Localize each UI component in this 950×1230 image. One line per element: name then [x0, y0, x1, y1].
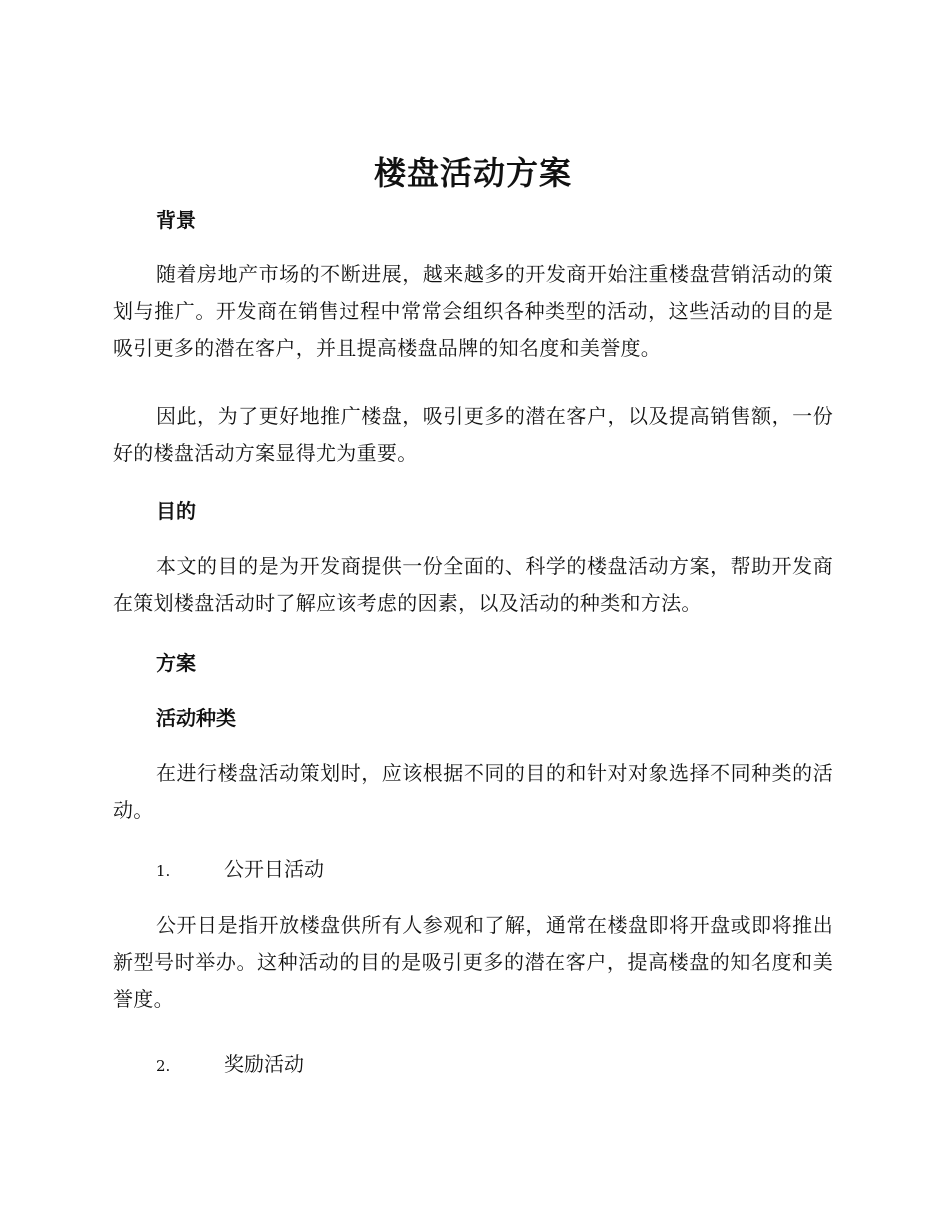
- heading-plan: 方案: [156, 651, 196, 675]
- heading-activity-types: 活动种类: [156, 706, 236, 730]
- list-item-2: [156, 1049, 304, 1081]
- document-title: 楼盘活动方案: [373, 154, 572, 192]
- heading-background: 背景: [156, 208, 196, 232]
- list-item-number: 2.: [156, 1057, 171, 1075]
- paragraph-activity-types: 在进行楼盘活动策划时，应该根据不同的目的和针对对象选择不同种类的活动。: [113, 761, 833, 822]
- list-item-number: 1.: [156, 862, 171, 880]
- paragraph-background-1: 随着房地产市场的不断进展，越来越多的开发商开始注重楼盘营销活动的策划与推广。开发商在销售过程中常常会组织各种类型的活动，这些活动的目的是吸引更多的潜在客户，并且提高楼盘品牌的知名度和美誉度。: [113, 262, 833, 360]
- paragraph-purpose-1: 本文的目的是为开发商提供一份全面的、科学的楼盘活动方案，帮助开发商在策划楼盘活动时了解应该考虑的因素，以及活动的种类和方法。: [113, 554, 833, 615]
- list-item-label: 奖励活动: [224, 1052, 304, 1076]
- list-item-1: [156, 854, 324, 886]
- heading-purpose: 目的: [156, 499, 196, 523]
- paragraph-open-day: 公开日是指开放楼盘供所有人参观和了解，通常在楼盘即将开盘或即将推出新型号时举办。这种活动的目的是吸引更多的潜在客户，提高楼盘的知名度和美誉度。: [113, 913, 833, 1011]
- list-item-label: 公开日活动: [224, 857, 324, 881]
- paragraph-background-2: 因此，为了更好地推广楼盘，吸引更多的潜在客户，以及提高销售额，一份好的楼盘活动方案显得尤为重要。: [113, 404, 833, 465]
